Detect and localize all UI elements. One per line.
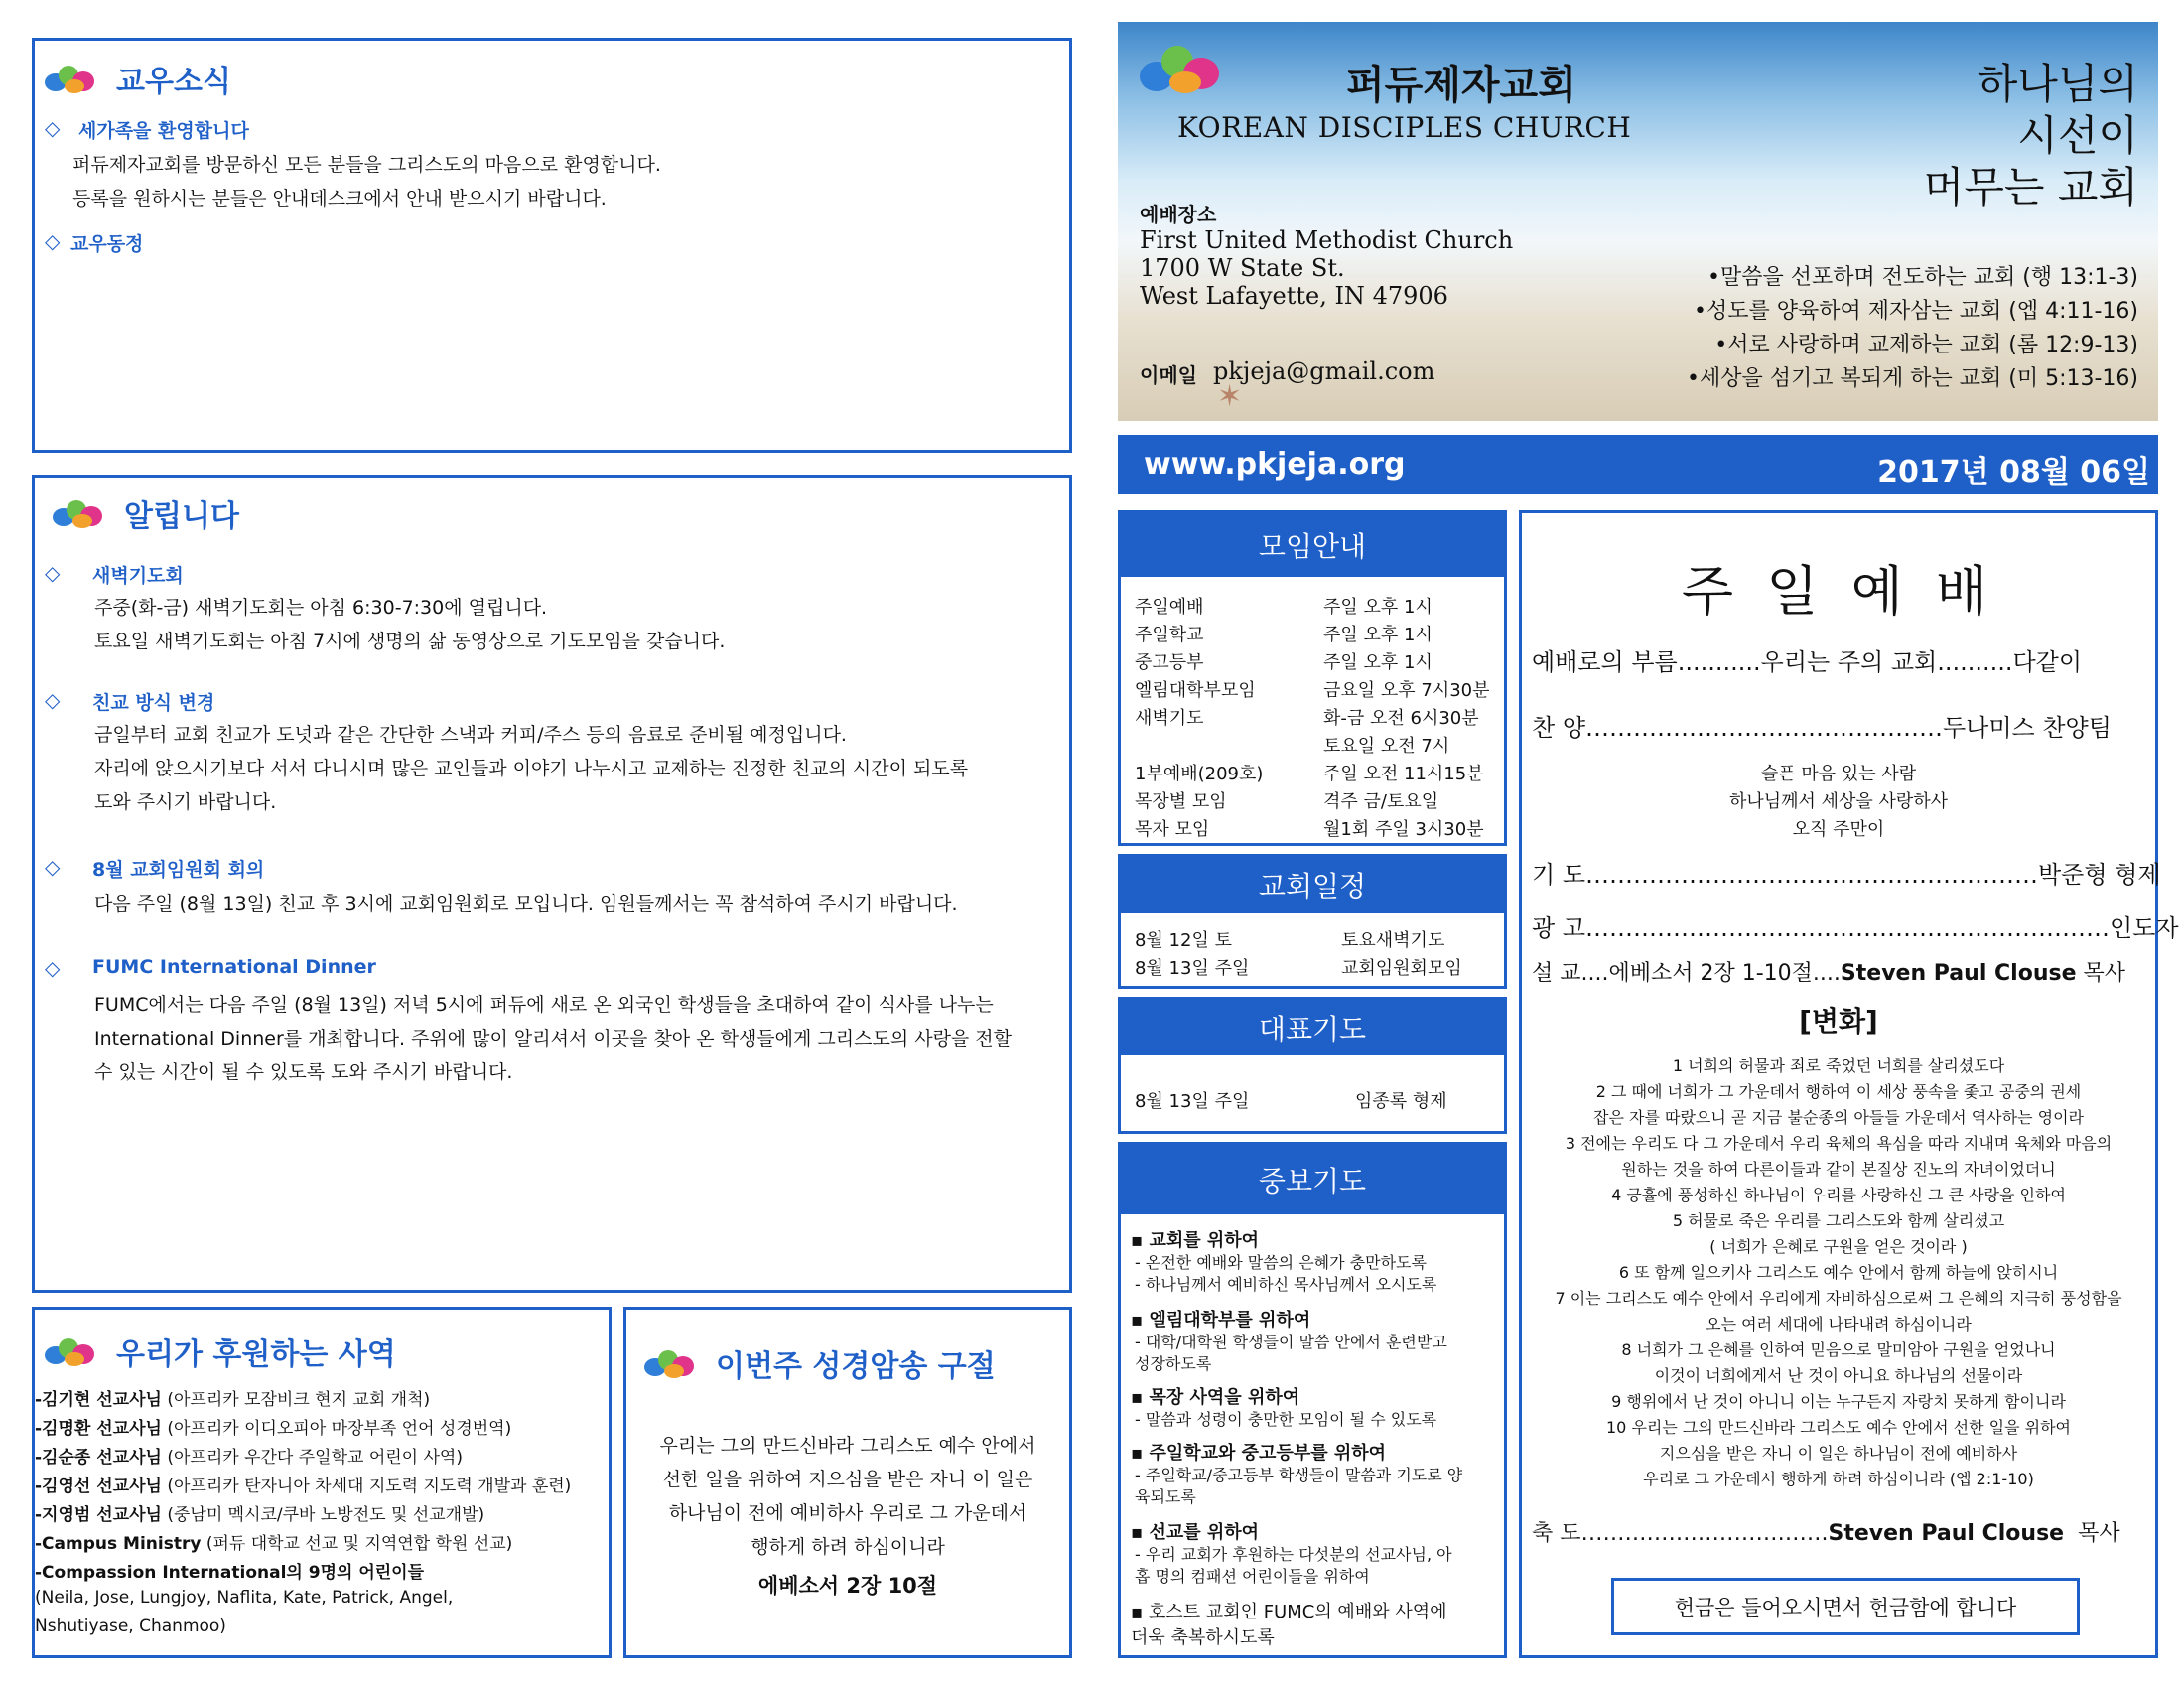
intercession-head: ▪ 엘림대학부를 위하여 (1131, 1310, 1311, 1331)
meetings-box (1118, 510, 1507, 846)
meeting-time: 화-금 오전 6시30분 (1323, 708, 1479, 729)
church-name-en: KOREAN DISCIPLES CHURCH (1177, 111, 1632, 144)
song-title: 하나님께서 세상을 사랑하사 (1728, 791, 1949, 812)
support-children: (Neila, Jose, Lungjoy, Naflita, Kate, Patrick, Angel, (35, 1588, 454, 1608)
intercession-head: ▪ 교회를 위하여 (1131, 1230, 1260, 1251)
intercession-line: - 주일학교/중고등부 학생들이 말씀과 기도로 양 (1135, 1466, 1463, 1484)
announce-text: 다음 주일 (8월 13일) 친교 후 3시에 교회임원회로 모입니다. 임원들께서는 꼭 참석하여 주시기 바랍니다. (94, 893, 958, 914)
intercession-title: 중보기도 (1121, 1145, 1504, 1214)
scripture-line: 지으심을 받은 자니 이 일은 하나님이 전에 예비하사 (1659, 1444, 2018, 1463)
diamond-icon: ◇ (45, 956, 61, 980)
verse-text: 하나님이 전에 예비하사 우리로 그 가운데서 (668, 1502, 1027, 1524)
intercession-head: ▪ 선교를 위하여 (1131, 1522, 1260, 1543)
verse-text: 행하게 하려 하심이니라 (751, 1536, 945, 1558)
schedule-event: 토요새벽기도 (1341, 930, 1445, 951)
meeting-name: 주일학교 (1135, 625, 1204, 645)
venue-line: 1700 W State St. (1140, 254, 1345, 282)
scripture-line: 오는 여러 세대에 나타내려 하심이니라 (1706, 1315, 1972, 1334)
meeting-time: 주일 오전 11시15분 (1323, 764, 1484, 784)
rep-prayer-person: 임종록 형제 (1355, 1091, 1447, 1112)
bulletin-date: 2017년 08월 06일 (1877, 455, 2150, 490)
meeting-time: 주일 오후 1시 (1323, 625, 1433, 645)
song-title: 슬픈 마음 있는 사람 (1760, 764, 1917, 784)
scripture-line: ( 너희가 은혜로 구원을 얻은 것이라 ) (1709, 1237, 1968, 1256)
verse-text: 우리는 그의 만드신바라 그리스도 예수 안에서 (659, 1435, 1036, 1457)
order-benediction: 축 도…………………………….Steven Paul Clouse 목사 (1532, 1521, 2120, 1546)
rep-prayer-title: 대표기도 (1121, 1000, 1504, 1055)
worship-box (1519, 510, 2179, 1658)
diamond-icon: ◇ (45, 229, 61, 253)
announce-item-title: 새벽기도회 (92, 565, 184, 587)
slogan-line: 시선이 (2017, 111, 2138, 160)
announce-text: 금일부터 교회 친교가 도넛과 같은 간단한 스낵과 커피/주스 등의 음료로 준비될 예정입니다. (94, 724, 847, 746)
church-name-ko: 퍼듀제자교회 (1346, 63, 1576, 108)
offering-notice: 헌금은 들어오시면서 헌금함에 합니다 (1611, 1578, 2080, 1635)
verse-box (623, 1307, 1072, 1658)
song-title: 오직 주만이 (1792, 819, 1885, 840)
scripture-line: 10 우리는 그의 만드신바라 그리스도 예수 안에서 선한 일을 위하여 (1606, 1418, 2071, 1437)
rep-prayer-box (1118, 997, 1507, 1134)
meeting-time: 금요일 오후 7시30분 (1323, 680, 1490, 701)
venue-line: West Lafayette, IN 47906 (1140, 282, 1448, 310)
announce-item-title: FUMC International Dinner (92, 956, 376, 978)
venue-label: 예배장소 (1140, 203, 1217, 226)
scripture-line: 우리로 그 가운데서 행하게 하려 하심이니라 (엡 2:1-10) (1643, 1470, 2034, 1488)
mission-line: •말씀을 선포하며 전도하는 교회 (행 13:1-3) (1707, 265, 2138, 290)
support-item: -김영선 선교사님 (아프리카 탄자니아 차세대 지도력 지도력 개발과 훈련) (35, 1477, 572, 1496)
announce-text: 도와 주시기 바랍니다. (94, 791, 277, 813)
diamond-icon: ◇ (45, 561, 61, 585)
church-logo-icon (45, 62, 102, 95)
intercession-line: - 대학/대학원 학생들이 말씀 안에서 훈련받고 (1135, 1333, 1447, 1351)
scripture-text (1522, 1054, 2155, 1492)
slogan-line: 머무는 교회 (1923, 163, 2138, 211)
announce-text: 주중(화-금) 새벽기도회는 아침 6:30-7:30에 열립니다. (94, 597, 548, 619)
support-box (32, 1307, 612, 1658)
scripture-line: 이것이 너희에게서 난 것이 아니요 하나님의 선물이라 (1654, 1366, 2023, 1385)
meeting-name: 목자 모임 (1135, 819, 1210, 840)
church-logo-icon (644, 1346, 702, 1380)
diamond-icon: ◇ (45, 855, 61, 879)
intercession-box (1118, 1142, 1507, 1658)
meeting-name: 새벽기도 (1135, 708, 1204, 729)
intercession-head: ▪ 주일학교와 중고등부를 위하여 (1131, 1443, 1387, 1464)
support-item: -김순종 선교사님 (아프리카 우간다 주일학교 어린이 사역) (35, 1448, 463, 1468)
intercession-line: - 우리 교회가 후원하는 다섯분의 선교사님, 아 (1135, 1545, 1452, 1564)
rep-prayer-date: 8월 13일 주일 (1135, 1091, 1250, 1112)
meeting-name: 1부예배(209호) (1135, 764, 1264, 784)
scripture-line: 2 그 때에 너희가 그 가운데서 행하여 이 세상 풍속을 좇고 공중의 권세 (1595, 1082, 2082, 1101)
intercession-line: 육되도록 (1135, 1487, 1196, 1506)
scripture-line: 잡은 자를 따랐으니 곧 지금 불순종의 아들들 가운데서 역사하는 영이라 (1593, 1108, 2084, 1127)
website-bar (1118, 435, 2158, 494)
intercession-line: ▪ 호스트 교회인 FUMC의 예배와 사역에 (1131, 1602, 1447, 1622)
email-link[interactable]: pkjeja@gmail.com (1213, 357, 1435, 385)
order-praise: 찬 양………………………………………두나미스 찬양팀 (1532, 714, 2112, 742)
intercession-line: 더욱 축복하시도록 (1131, 1627, 1275, 1648)
intercession-line: - 말씀과 성령이 충만한 모임이 될 수 있도록 (1135, 1410, 1437, 1429)
scripture-line: 1 너희의 허물과 죄로 죽었던 너희를 살리셨도다 (1672, 1056, 2005, 1075)
church-logo-icon (45, 1335, 102, 1368)
support-item: -김명환 선교사님 (아프리카 이디오피아 마장부족 언어 성경번역) (35, 1419, 512, 1439)
church-logo-icon (1140, 42, 1227, 99)
meeting-time: 월1회 주일 3시30분 (1323, 819, 1484, 840)
intercession-line: 홉 명의 컴패션 어린이들을 위하여 (1135, 1567, 1370, 1586)
news-item-title: 세가족을 환영합니다 (78, 120, 249, 142)
verse-title: 이번주 성경암송 구절 (644, 1341, 996, 1385)
meeting-time: 격주 금/토요일 (1323, 791, 1439, 812)
verse-ref: 에베소서 2장 10절 (757, 1574, 938, 1598)
church-logo-icon (53, 496, 110, 530)
announce-text: 수 있는 시간이 될 수 있도록 도와 주시기 바랍니다. (94, 1061, 513, 1083)
news-text: 퍼듀제자교회를 방문하신 모든 분들을 그리스도의 마음으로 환영합니다. (72, 154, 661, 176)
intercession-head: ▪ 목장 사역을 위하여 (1131, 1387, 1300, 1408)
meeting-name: 목장별 모임 (1135, 791, 1227, 812)
scripture-line: 8 너희가 그 은혜를 인하여 믿음으로 말미암아 구원을 얻었나니 (1621, 1340, 2056, 1359)
meeting-name: 주일예배 (1135, 597, 1204, 618)
meetings-title: 모임안내 (1121, 513, 1504, 577)
mission-line: •성도를 양육하여 제자삼는 교회 (엡 4:11-16) (1694, 299, 2138, 324)
news-box (32, 38, 1072, 453)
announce-box (32, 475, 1072, 1293)
announce-text: 토요일 새벽기도회는 아침 7시에 생명의 삶 동영상으로 기도모임을 갖습니다. (94, 631, 726, 652)
verse-text: 선한 일을 위하여 지으심을 받은 자니 이 일은 (662, 1469, 1033, 1490)
intercession-line: - 하나님께서 예비하신 목사님께서 오시도록 (1135, 1275, 1437, 1294)
announce-item-title: 8월 교회임원회 회의 (92, 859, 265, 881)
meeting-time: 주일 오후 1시 (1323, 597, 1433, 618)
meeting-name: 중고등부 (1135, 652, 1204, 673)
news-text: 등록을 원하시는 분들은 안내데스크에서 안내 받으시기 바랍니다. (72, 188, 607, 210)
worship-title: 주 일 예 배 (1681, 560, 1996, 623)
schedule-event: 교회임원회모임 (1341, 958, 1462, 979)
schedule-box (1118, 854, 1507, 989)
announce-item-title: 친교 방식 변경 (92, 692, 215, 714)
intercession-line: - 온전한 예배와 말씀의 은혜가 충만하도록 (1135, 1253, 1427, 1272)
support-children: Nshutiyase, Chanmoo) (35, 1617, 226, 1636)
order-sermon: 설 교....에베소서 2장 1-10절....Steven Paul Clouse 목사 (1532, 961, 2126, 986)
scripture-line: 9 행위에서 난 것이 아니니 이는 누구든지 자랑치 못하게 함이니라 (1611, 1392, 2066, 1411)
venue-line: First United Methodist Church (1140, 226, 1514, 254)
announce-text: FUMC에서는 다음 주일 (8월 13일) 저녁 5시에 퍼듀에 새로 온 외국인 학생들을 초대하여 같이 식사를 나누는 (94, 994, 994, 1016)
support-item: -김기현 선교사님 (아프리카 모잠비크 현지 교회 개척) (35, 1390, 431, 1410)
website-link[interactable]: www.pkjeja.org (1144, 447, 1406, 482)
slogan-line: 하나님의 (1977, 60, 2138, 108)
order-prayer: 기 도…………………………………………………박준형 형제 (1532, 861, 2161, 889)
meeting-time: 토요일 오전 7시 (1323, 736, 1450, 757)
scripture-line: 7 이는 그리스도 예수 안에서 우리에게 자비하심으로써 그 은혜의 지극히 풍성함을 (1555, 1289, 2122, 1308)
announce-title: 알립니다 (53, 492, 239, 535)
diamond-icon: ◇ (45, 116, 61, 140)
scripture-line: 3 전에는 우리도 다 그 가운데서 우리 육체의 욕심을 따라 지내며 육체와 마음의 (1565, 1134, 2113, 1153)
intercession-line: 성장하도록 (1135, 1354, 1212, 1373)
starfish-icon: ✶ (1217, 379, 1243, 414)
order-call: 예배로의 부름...........우리는 주의 교회..........다같이 (1532, 648, 2083, 676)
mission-line: •세상을 섬기고 복되게 하는 교회 (미 5:13-16) (1687, 366, 2138, 391)
mission-line: •서로 사랑하며 교제하는 교회 (롬 12:9-13) (1714, 333, 2138, 357)
meeting-time: 주일 오후 1시 (1323, 652, 1433, 673)
meeting-name: 엘림대학부모임 (1135, 680, 1256, 701)
scripture-line: 원하는 것을 하여 다른이들과 같이 본질상 진노의 자녀이었더니 (1621, 1160, 2056, 1179)
support-title: 우리가 후원하는 사역 (45, 1330, 396, 1373)
scripture-line: 4 긍휼에 풍성하신 하나님이 우리를 사랑하신 그 큰 사랑을 인하여 (1611, 1186, 2066, 1204)
news-item-title: 교우동정 (70, 233, 144, 255)
support-item: -Compassion International의 9명의 어린이들 (35, 1563, 425, 1583)
email-label: 이메일 (1140, 363, 1197, 387)
support-item: -Campus Ministry (퍼듀 대학교 선교 및 지역연합 학원 선교) (35, 1534, 513, 1554)
order-notice: 광 고…………………………………………………………인도자 (1532, 914, 2179, 942)
scripture-line: 6 또 함께 일으키사 그리스도 예수 안에서 함께 하늘에 앉히시니 (1618, 1263, 2059, 1282)
support-item: -지영범 선교사님 (중남미 멕시코/쿠바 노방전도 및 선교개발) (35, 1505, 485, 1525)
announce-text: 자리에 앉으시기보다 서서 다니시며 많은 교인들과 이야기 나누시고 교제하는 진정한 친교의 시간이 되도록 (94, 758, 969, 779)
announce-text: International Dinner를 개최합니다. 주위에 많이 알리셔서 이곳을 찾아 온 학생들에게 그리스도의 사랑을 전할 (94, 1028, 1013, 1050)
sermon-title: [변화] (1799, 1005, 1878, 1038)
scripture-line: 5 허물로 죽은 우리를 그리스도와 함께 살리셨고 (1672, 1211, 2005, 1230)
header-banner (1118, 22, 2158, 421)
diamond-icon: ◇ (45, 688, 61, 712)
schedule-title: 교회일정 (1121, 857, 1504, 913)
news-title: 교우소식 (45, 57, 231, 100)
schedule-date: 8월 12일 토 (1135, 930, 1232, 951)
schedule-date: 8월 13일 주일 (1135, 958, 1250, 979)
